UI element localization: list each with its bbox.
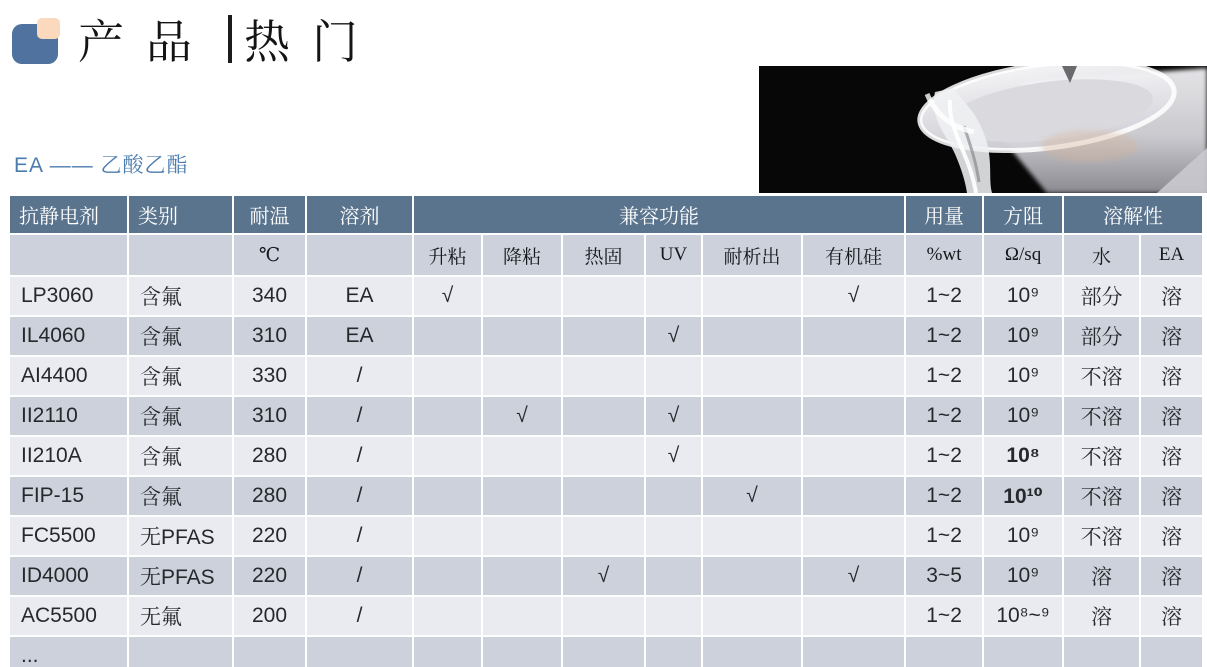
cell-resistance: 10⁸~⁹ [983,596,1063,636]
header-resistance: 方阻 [983,196,1063,234]
cell-feature-viscosity-down [482,356,562,396]
cell-solvent: EA [306,276,413,316]
cell-solvent: / [306,356,413,396]
cell-feature-viscosity-up [413,476,482,516]
cell-resistance: 10⁹ [983,356,1063,396]
cell-category: 含氟 [128,356,233,396]
cell-dosage [905,636,983,667]
cell-feature-silicone [802,476,905,516]
cell-feature-uv [645,276,702,316]
cell-feature-viscosity-down [482,636,562,667]
cell-temp: 280 [233,476,306,516]
cell-feature-precipitation [702,356,802,396]
table-row [10,276,1202,316]
cell-temp: 310 [233,316,306,356]
cell-category: 含氟 [128,476,233,516]
table-row [10,596,1202,636]
subheader-dosage-unit: %wt [905,234,983,276]
cell-feature-silicone [802,316,905,356]
cell-ea: 溶 [1140,476,1202,516]
cell-feature-viscosity-up [413,436,482,476]
cell-name: II2110 [10,396,128,436]
title-divider [228,15,232,63]
cell-dosage: 1~2 [905,396,983,436]
cell-resistance: 10⁹ [983,556,1063,596]
page-title-right: 热门 [244,17,380,68]
header-antistatic: 抗静电剂 [10,196,128,234]
cell-solvent [306,636,413,667]
header-temp: 耐温 [233,196,306,234]
cell-name: ... [10,636,128,667]
subheader-water: 水 [1063,234,1140,276]
cell-category [128,636,233,667]
cell-feature-precipitation [702,436,802,476]
cell-feature-precipitation [702,516,802,556]
table-row [10,356,1202,396]
cell-feature-thermoset [562,516,645,556]
cell-water: 溶 [1063,556,1140,596]
cell-feature-precipitation [702,636,802,667]
product-photo [759,66,1207,193]
table-row [10,316,1202,356]
cell-name: IL4060 [10,316,128,356]
cell-feature-precipitation [702,396,802,436]
cell-feature-viscosity-up [413,356,482,396]
cell-feature-thermoset [562,596,645,636]
cell-ea: 溶 [1140,276,1202,316]
cell-solvent: / [306,396,413,436]
cell-feature-thermoset [562,356,645,396]
cell-feature-viscosity-down [482,436,562,476]
cell-feature-viscosity-down [482,316,562,356]
cell-ea [1140,636,1202,667]
subheader-feature-silicone: 有机硅 [802,234,905,276]
cell-resistance: 10⁹ [983,396,1063,436]
cell-feature-silicone [802,636,905,667]
cell-ea: 溶 [1140,596,1202,636]
cell-ea: 溶 [1140,396,1202,436]
cell-water: 溶 [1063,596,1140,636]
table-subheader-row [10,234,1202,276]
cell-feature-silicone [802,356,905,396]
cell-dosage: 1~2 [905,596,983,636]
page-title [78,8,380,70]
cell-temp: 310 [233,396,306,436]
cell-feature-viscosity-up [413,556,482,596]
cell-temp: 340 [233,276,306,316]
cell-feature-viscosity-up [413,516,482,556]
cell-category: 含氟 [128,436,233,476]
cell-name: AI4400 [10,356,128,396]
cell-resistance: 10⁸ [983,436,1063,476]
cell-feature-viscosity-up [413,316,482,356]
cell-feature-silicone [802,516,905,556]
subheader-feature-viscosity-up: 升粘 [413,234,482,276]
cell-feature-thermoset [562,476,645,516]
cell-feature-precipitation [702,316,802,356]
cell-feature-viscosity-up [413,636,482,667]
table-row [10,556,1202,596]
subheader-temp-unit: ℃ [233,234,306,276]
cell-name: FC5500 [10,516,128,556]
cell-feature-precipitation [702,556,802,596]
table-row [10,636,1202,667]
section-subtitle: EA —— 乙酸乙酯 [14,154,189,177]
subheader-ea: EA [1140,234,1202,276]
cell-solvent: / [306,596,413,636]
subheader-feature-precipitation: 耐析出 [702,234,802,276]
cell-feature-viscosity-up: √ [413,276,482,316]
header-dosage: 用量 [905,196,983,234]
cell-name: II210A [10,436,128,476]
cell-category: 无PFAS [128,516,233,556]
logo-peach-square-icon [37,18,60,39]
cell-resistance: 10⁹ [983,516,1063,556]
cell-ea: 溶 [1140,516,1202,556]
cell-feature-silicone [802,596,905,636]
cell-name: AC5500 [10,596,128,636]
brand-logo [12,18,62,66]
cell-category: 无氟 [128,596,233,636]
cell-feature-thermoset [562,636,645,667]
cell-feature-precipitation [702,276,802,316]
cell-feature-uv: √ [645,316,702,356]
cell-feature-precipitation: √ [702,476,802,516]
cell-temp: 220 [233,516,306,556]
cell-feature-uv [645,596,702,636]
cell-feature-silicone [802,436,905,476]
cell-temp: 220 [233,556,306,596]
table-row [10,396,1202,436]
cell-water: 部分 [1063,276,1140,316]
cell-dosage: 1~2 [905,316,983,356]
cell-solvent: / [306,476,413,516]
cell-feature-uv [645,476,702,516]
cell-feature-thermoset [562,396,645,436]
cell-solvent: EA [306,316,413,356]
header-category: 类别 [128,196,233,234]
cell-category: 含氟 [128,316,233,356]
table-row [10,476,1202,516]
cell-feature-silicone: √ [802,276,905,316]
cell-category: 含氟 [128,396,233,436]
cell-water: 部分 [1063,316,1140,356]
cell-feature-silicone: √ [802,556,905,596]
cell-feature-precipitation [702,596,802,636]
cell-feature-viscosity-down [482,556,562,596]
cell-temp: 330 [233,356,306,396]
cell-feature-uv [645,516,702,556]
cell-feature-viscosity-down [482,516,562,556]
cell-feature-viscosity-down [482,476,562,516]
cell-category: 无PFAS [128,556,233,596]
cell-feature-uv [645,636,702,667]
cell-feature-thermoset [562,316,645,356]
cell-temp: 200 [233,596,306,636]
header-solvent: 溶剂 [306,196,413,234]
cell-water: 不溶 [1063,476,1140,516]
header-solubility: 溶解性 [1063,196,1202,234]
cell-resistance: 10⁹ [983,276,1063,316]
cell-water: 不溶 [1063,516,1140,556]
cell-dosage: 1~2 [905,356,983,396]
cell-feature-viscosity-down [482,596,562,636]
cell-temp: 280 [233,436,306,476]
cell-resistance: 10⁹ [983,316,1063,356]
cell-water: 不溶 [1063,396,1140,436]
page-title-left: 产品 [78,17,214,68]
subheader-feature-viscosity-down: 降粘 [482,234,562,276]
cell-feature-uv [645,356,702,396]
subheader-feature-uv: UV [645,234,702,276]
cell-dosage: 3~5 [905,556,983,596]
cell-resistance [983,636,1063,667]
cell-resistance: 10¹⁰ [983,476,1063,516]
pouring-liquid-illustration [759,66,1207,193]
table-header-row [10,196,1202,234]
cell-ea: 溶 [1140,436,1202,476]
cell-dosage: 1~2 [905,476,983,516]
cell-feature-thermoset [562,436,645,476]
cell-temp [233,636,306,667]
cell-feature-uv: √ [645,436,702,476]
product-spec-table [10,196,1202,667]
cell-solvent: / [306,436,413,476]
cell-feature-thermoset [562,276,645,316]
subheader-empty [306,234,413,276]
cell-feature-viscosity-down [482,276,562,316]
table-row [10,516,1202,556]
cell-feature-viscosity-down: √ [482,396,562,436]
subheader-feature-thermoset: 热固 [562,234,645,276]
cell-feature-uv [645,556,702,596]
cell-ea: 溶 [1140,556,1202,596]
subheader-empty [10,234,128,276]
cell-ea: 溶 [1140,356,1202,396]
cell-feature-uv: √ [645,396,702,436]
cell-dosage: 1~2 [905,516,983,556]
cell-feature-viscosity-up [413,596,482,636]
cell-name: ID4000 [10,556,128,596]
cell-water: 不溶 [1063,436,1140,476]
cell-water: 不溶 [1063,356,1140,396]
cell-feature-silicone [802,396,905,436]
subheader-empty [128,234,233,276]
cell-solvent: / [306,556,413,596]
table-row [10,436,1202,476]
cell-name: FIP-15 [10,476,128,516]
cell-dosage: 1~2 [905,436,983,476]
cell-ea: 溶 [1140,316,1202,356]
header-compat: 兼容功能 [413,196,905,234]
cell-dosage: 1~2 [905,276,983,316]
subheader-resistance-unit: Ω/sq [983,234,1063,276]
cell-category: 含氟 [128,276,233,316]
cell-feature-thermoset: √ [562,556,645,596]
cell-solvent: / [306,516,413,556]
cell-water [1063,636,1140,667]
cell-feature-viscosity-up [413,396,482,436]
cell-name: LP3060 [10,276,128,316]
